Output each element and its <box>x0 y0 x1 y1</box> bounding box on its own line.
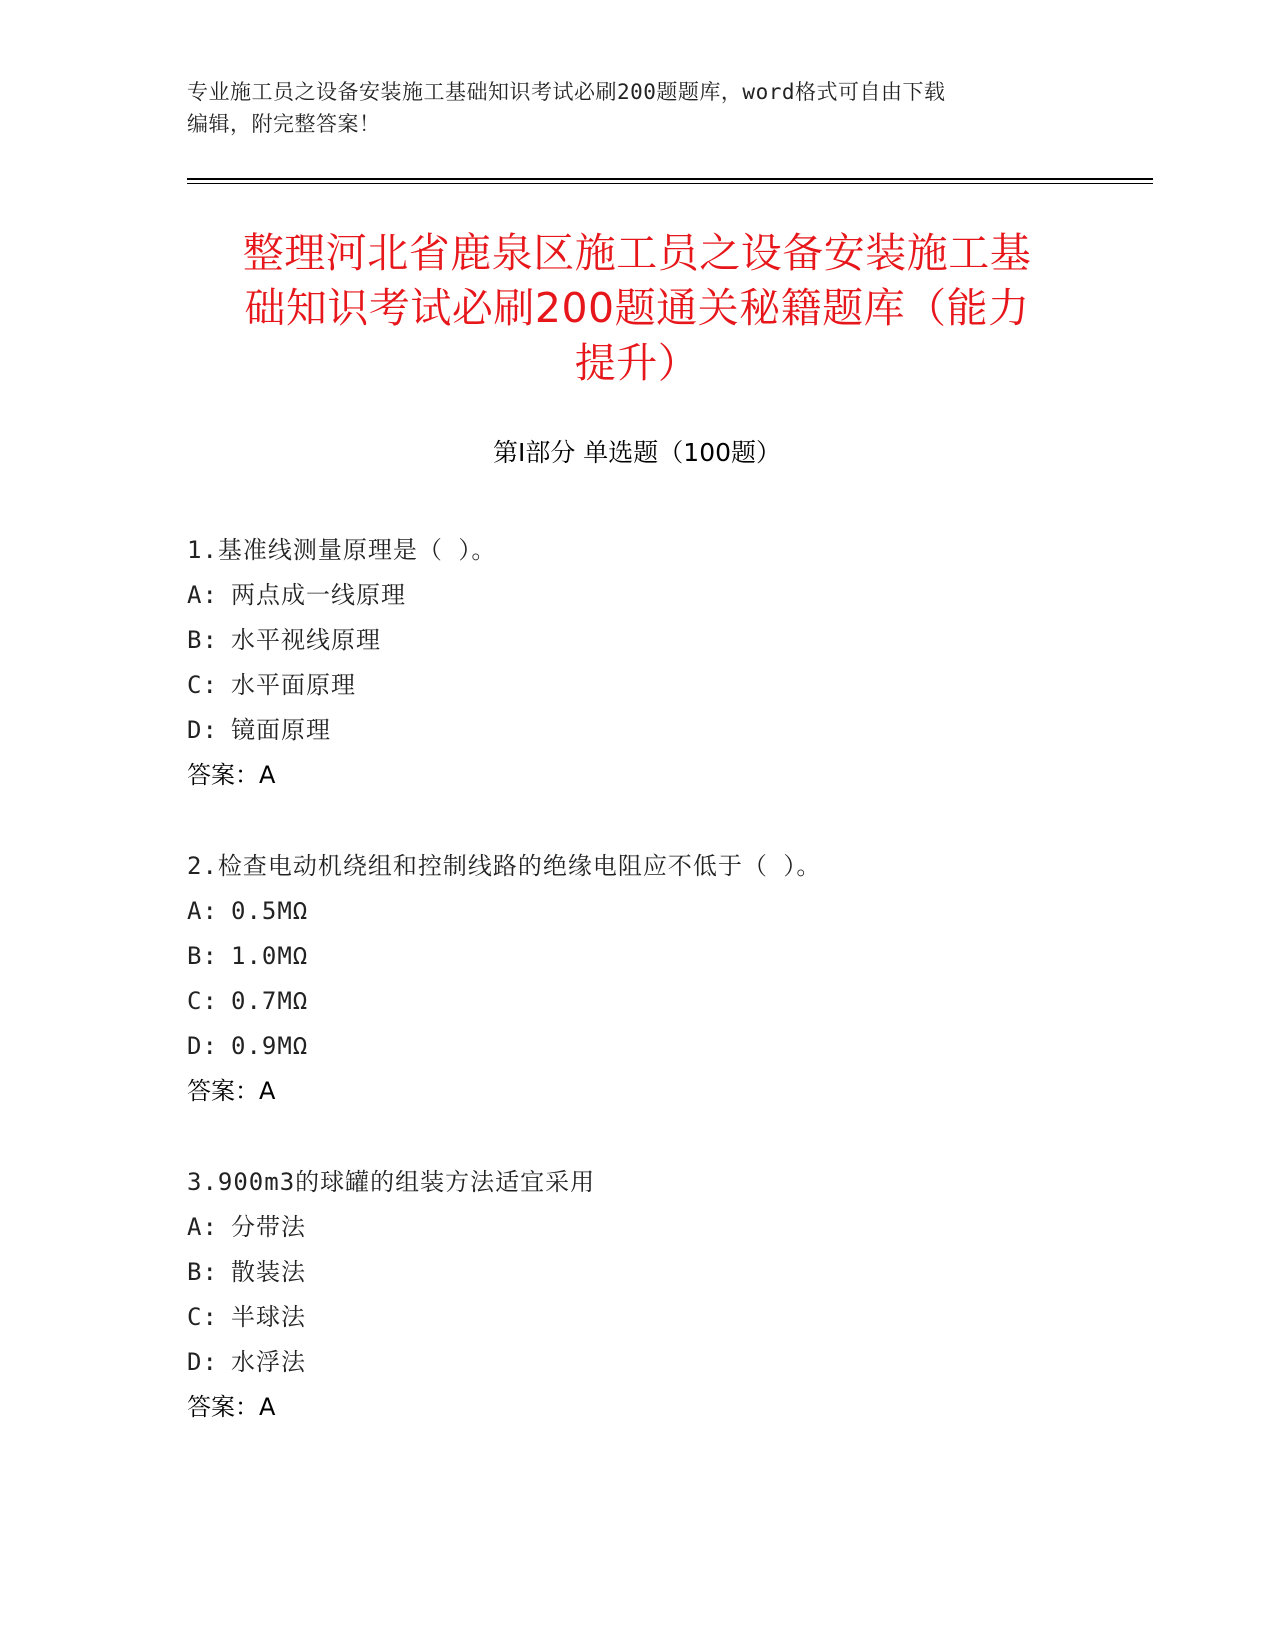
option-c <box>187 979 1153 1024</box>
option-letter: B: <box>187 1258 218 1286</box>
option-text: 水平视线原理 <box>231 626 381 654</box>
question-item <box>187 528 1153 798</box>
option-a <box>187 889 1153 934</box>
question-item <box>187 1160 1153 1430</box>
header-note-line-2: 编辑，附完整答案！ <box>187 112 381 136</box>
option-text: 两点成一线原理 <box>231 581 406 609</box>
option-text: 散装法 <box>231 1258 306 1286</box>
option-letter: A: <box>187 581 218 609</box>
question-list <box>187 528 1153 1476</box>
option-text: 分带法 <box>231 1213 306 1241</box>
option-letter: D: <box>187 716 218 744</box>
question-stem: 3.900m3的球罐的组装方法适宜采用 <box>187 1168 596 1196</box>
option-c <box>187 1295 1153 1340</box>
document-title-line-3: 提升） <box>574 339 700 387</box>
option-letter: C: <box>187 987 218 1015</box>
document-title-line-2: 础知识考试必刷200题通关秘籍题库（能力 <box>244 284 1030 332</box>
option-text: 0.7MΩ <box>231 987 309 1015</box>
header-note <box>187 76 1087 140</box>
option-a <box>187 1205 1153 1250</box>
header-note-line-1: 专业施工员之设备安装施工基础知识考试必刷200题题库，word格式可自由下载 <box>187 80 946 104</box>
answer-label: 答案：A <box>187 761 276 789</box>
option-d <box>187 708 1153 753</box>
option-text: 半球法 <box>231 1303 306 1331</box>
option-d <box>187 1340 1153 1385</box>
document-title <box>187 226 1087 391</box>
question-stem: 2.检查电动机绕组和控制线路的绝缘电阻应不低于（ ）。 <box>187 852 822 880</box>
option-text: 0.9MΩ <box>231 1032 309 1060</box>
option-letter: D: <box>187 1348 218 1376</box>
option-text: 镜面原理 <box>231 716 331 744</box>
document-title-line-1: 整理河北省鹿泉区施工员之设备安装施工基 <box>242 229 1032 277</box>
option-letter: D: <box>187 1032 218 1060</box>
option-text: 1.0MΩ <box>231 942 309 970</box>
option-c <box>187 663 1153 708</box>
section-heading: 第Ⅰ部分 单选题（100题） <box>492 438 782 467</box>
header-divider-thin <box>187 183 1153 184</box>
option-b <box>187 618 1153 663</box>
header-divider-thick <box>187 178 1153 180</box>
answer-label: 答案：A <box>187 1393 276 1421</box>
option-d <box>187 1024 1153 1069</box>
option-text: 水平面原理 <box>231 671 356 699</box>
question-stem: 1.基准线测量原理是（ ）。 <box>187 536 497 564</box>
option-letter: C: <box>187 671 218 699</box>
option-letter: A: <box>187 897 218 925</box>
option-letter: B: <box>187 942 218 970</box>
question-item <box>187 844 1153 1114</box>
option-text: 0.5MΩ <box>231 897 309 925</box>
answer-label: 答案：A <box>187 1077 276 1105</box>
option-letter: B: <box>187 626 218 654</box>
option-text: 水浮法 <box>231 1348 306 1376</box>
option-a <box>187 573 1153 618</box>
option-letter: A: <box>187 1213 218 1241</box>
option-b <box>187 1250 1153 1295</box>
option-b <box>187 934 1153 979</box>
option-letter: C: <box>187 1303 218 1331</box>
